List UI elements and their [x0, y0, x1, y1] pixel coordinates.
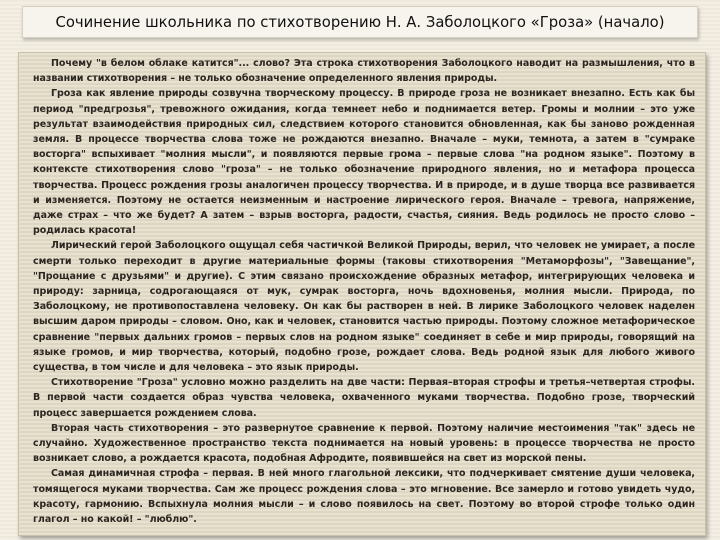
essay-paragraph-2: Гроза как явление природы созвучна творческому процессу. В природе гроза не возникает внезапно. Есть как бы период "предгрозья", тревожного ожидания, когда темнеет небо и поднимается ветер. Громы и молнии – это уже результат взаимодействия природных сил, следствием которого становится обновленная, как бы заново рожденная земля. В процессе творчества слова тоже не рождаются внезапно. Вначале – муки, темнота, а затем в "сумраке восторга" вспыхивает "молния мысли", и появляются первые грома – первые слова "на родном языке". Поэтому в контексте стихотворения слово "гроза" – не только обозначение природного явления, но и метафора процесса творчества. Процесс рождения грозы аналогичен процессу творчества. И в природе, и в душе творца все развивается и изменяется. Поэтому не остается неизменным и настроение лирического героя. Вначале – тревога, напряжение, даже страх – что же будет? А затем – взрыв восторга, радости, счастья, сияния. Ведь родилось не просто слово – родилась красота! — [33, 88, 695, 237]
essay-paragraph-3: Лирический герой Заболоцкого ощущал себя частичкой Великой Природы, верил, что человек не умирает, а после смерти только переходит в другие материальные формы (таковы стихотворения "Метаморфозы", "Завещание", "Прощание с друзьями" и другие). С этим связано происхождение образных метафор, интегрирующих человека и природу: зарница, содрогающаяся от мук, сумрак восторга, ночь вдохновенья, молния мысли. Природа, по Заболоцкому, не противопоставлена человеку. Он как бы растворен в ней. В лирике Заболоцкого человек наделен высшим даром природы – словом. Оно, как и человек, становится частью природы. Поэтому сложное метафорическое сравнение "первых дальних громов – первых слов на родном языке" соединяет в себе и мир природы, говорящий на языке громов, и мир творчества, который, подобно грозе, рождает слова. Ведь родной язык для любого живого существа, в том числе и для человека – это язык природы. — [33, 240, 695, 374]
essay-paragraph-1: Почему "в белом облаке катится"... слово? Эта строка стихотворения Заболоцкого наводит на размышления, что в названии стихотворения – не только обозначение определенного явления природы. — [33, 58, 695, 85]
slide-title: Сочинение школьника по стихотворению Н. А. Заболоцкого «Гроза» (начало) — [55, 13, 665, 31]
essay-paragraph-5: Вторая часть стихотворения – это развернутое сравнение к первой. Поэтому наличие местоимения "так" здесь не случайно. Художественное пространство текста поднимается на новый уровень: в процессе творчества не просто возникает слово, а рождается красота, подобная Афродите, появившейся на свет из морской пены. — [33, 422, 695, 465]
title-box — [22, 6, 698, 38]
essay-paragraph-4: Стихотворение "Гроза" условно можно разделить на две части: Первая–вторая строфы и третья–четвертая строфы. В первой части создается образ чувства человека, охваченного муками творчества. Подобно грозе, творческий процесс завершается рождением слова. — [33, 377, 695, 419]
essay-text-box — [18, 52, 706, 536]
essay-paragraph-6: Самая динамичная строфа – первая. В ней много глагольной лексики, что подчеркивает смятение души человека, томящегося муками творчества. Сам же процесс рождения слова – это мгновение. Все замерло и готово увидеть чудо, красоту, гармонию. Вспыхнула молния мысли – и слово появилось на свет. Поэтому во второй строфе только один глагол – но какой! – "люблю". — [33, 468, 695, 526]
